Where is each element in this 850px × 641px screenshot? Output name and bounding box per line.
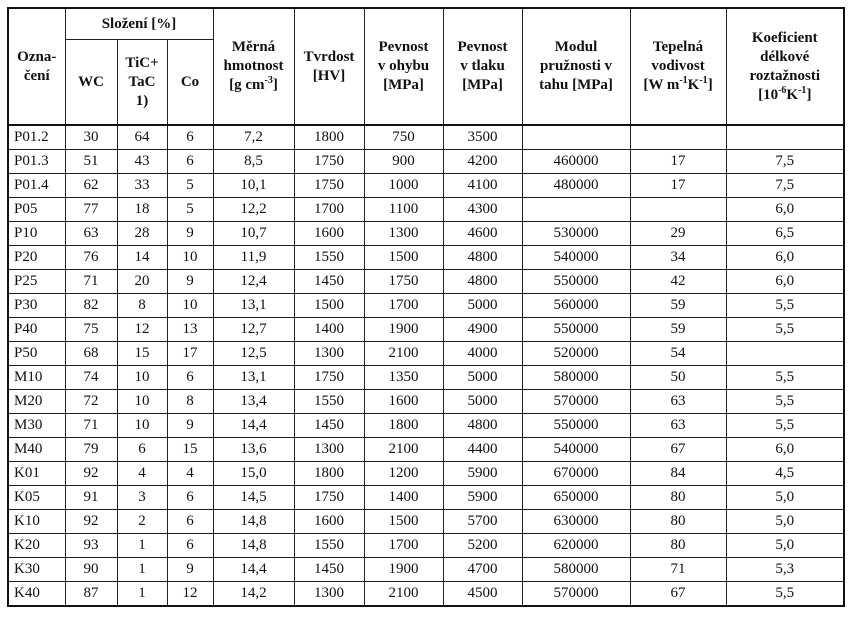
- cell-tic-tac: 10: [117, 414, 167, 438]
- cell-density: 14,2: [213, 582, 294, 607]
- cell-compressive-strength: 5000: [443, 390, 522, 414]
- cell-modulus: 540000: [522, 438, 630, 462]
- cell-hardness: 1550: [294, 534, 364, 558]
- cell-co: 9: [167, 270, 213, 294]
- cell-code: M30: [8, 414, 65, 438]
- table-container: [7, 7, 843, 607]
- unit-text: [W m: [643, 77, 680, 93]
- cell-modulus: 540000: [522, 246, 630, 270]
- cell-co: 6: [167, 150, 213, 174]
- cell-flexural-strength: 2100: [364, 342, 443, 366]
- cell-hardness: 1600: [294, 510, 364, 534]
- cell-code: M20: [8, 390, 65, 414]
- cell-co: 15: [167, 438, 213, 462]
- cell-hardness: 1300: [294, 342, 364, 366]
- cell-compressive-strength: 4000: [443, 342, 522, 366]
- cell-density: 7,2: [213, 125, 294, 150]
- cell-wc: 82: [65, 294, 117, 318]
- cell-flexural-strength: 1700: [364, 294, 443, 318]
- cell-modulus: 550000: [522, 318, 630, 342]
- cell-wc: 71: [65, 270, 117, 294]
- header-tic-tac: [117, 40, 167, 126]
- cell-modulus: 550000: [522, 414, 630, 438]
- cell-density: 12,7: [213, 318, 294, 342]
- header-hardness-unit: [HV]: [312, 67, 346, 84]
- cell-thermal-conductivity: 29: [630, 222, 726, 246]
- cell-flexural-strength: 1300: [364, 222, 443, 246]
- header-thermal-expansion: [726, 8, 844, 125]
- cell-code: P25: [8, 270, 65, 294]
- cell-thermal-conductivity: 50: [630, 366, 726, 390]
- cell-code: P05: [8, 198, 65, 222]
- cell-thermal-conductivity: 59: [630, 318, 726, 342]
- cell-code: P20: [8, 246, 65, 270]
- cell-density: 10,1: [213, 174, 294, 198]
- header-hardness-line1: Tvrdost: [303, 48, 355, 65]
- cell-compressive-strength: 4400: [443, 438, 522, 462]
- cell-density: 12,2: [213, 198, 294, 222]
- cell-code: P50: [8, 342, 65, 366]
- table-row: [8, 414, 844, 438]
- cell-modulus: 580000: [522, 366, 630, 390]
- cell-code: K10: [8, 510, 65, 534]
- cell-co: 4: [167, 462, 213, 486]
- cell-thermal-expansion: 5,5: [726, 414, 844, 438]
- header-flexural-strength: [364, 8, 443, 125]
- header-comp-line1: Pevnost: [457, 39, 508, 55]
- cell-thermal-expansion: 5,0: [726, 486, 844, 510]
- header-modulus: [522, 8, 630, 125]
- cell-code: M40: [8, 438, 65, 462]
- cell-tic-tac: 10: [117, 390, 167, 414]
- cell-thermal-conductivity: 17: [630, 150, 726, 174]
- cell-hardness: 1550: [294, 246, 364, 270]
- unit-sup: -1: [798, 84, 807, 96]
- cell-compressive-strength: 4200: [443, 150, 522, 174]
- cell-thermal-conductivity: 42: [630, 270, 726, 294]
- cell-thermal-expansion: [726, 342, 844, 366]
- cell-co: 9: [167, 222, 213, 246]
- cell-thermal-conductivity: 67: [630, 438, 726, 462]
- cell-thermal-conductivity: 71: [630, 558, 726, 582]
- cell-wc: 51: [65, 150, 117, 174]
- cell-density: 13,4: [213, 390, 294, 414]
- header-code: [8, 8, 65, 125]
- cell-density: 12,5: [213, 342, 294, 366]
- cell-tic-tac: 20: [117, 270, 167, 294]
- header-expansion-line1: Koeficient: [751, 29, 818, 46]
- table-header: [8, 8, 844, 125]
- cell-hardness: 1750: [294, 174, 364, 198]
- table-row: [8, 174, 844, 198]
- cell-thermal-expansion: 5,5: [726, 366, 844, 390]
- cell-thermal-expansion: 6,0: [726, 270, 844, 294]
- header-thermal-line1: Tepelná: [652, 39, 704, 55]
- header-wc: WC: [65, 40, 117, 126]
- cell-tic-tac: 2: [117, 510, 167, 534]
- cell-wc: 77: [65, 198, 117, 222]
- cell-tic-tac: 10: [117, 366, 167, 390]
- cell-co: 5: [167, 198, 213, 222]
- cell-thermal-conductivity: 17: [630, 174, 726, 198]
- cell-hardness: 1300: [294, 438, 364, 462]
- cell-compressive-strength: 4600: [443, 222, 522, 246]
- header-expansion-unit: [727, 86, 844, 105]
- cell-co: 6: [167, 125, 213, 150]
- cell-tic-tac: 1: [117, 582, 167, 607]
- cell-modulus: 670000: [522, 462, 630, 486]
- cell-hardness: 1500: [294, 294, 364, 318]
- table-row: [8, 294, 844, 318]
- cell-wc: 75: [65, 318, 117, 342]
- table-row: [8, 150, 844, 174]
- cell-compressive-strength: 4900: [443, 318, 522, 342]
- cell-thermal-expansion: 7,5: [726, 150, 844, 174]
- header-tic-line2: TaC: [128, 73, 156, 90]
- cell-co: 6: [167, 486, 213, 510]
- cell-density: 8,5: [213, 150, 294, 174]
- cell-wc: 76: [65, 246, 117, 270]
- unit-text: K: [786, 86, 799, 103]
- cell-hardness: 1400: [294, 318, 364, 342]
- header-density-line1: Měrná: [231, 39, 276, 55]
- cell-hardness: 1800: [294, 462, 364, 486]
- header-comp-unit: [MPa]: [462, 77, 503, 93]
- table-row: [8, 486, 844, 510]
- cell-thermal-expansion: 6,0: [726, 438, 844, 462]
- unit-text: [g cm: [229, 77, 265, 93]
- unit-sup: -3: [264, 75, 273, 86]
- header-co: Co: [167, 40, 213, 126]
- cell-co: 8: [167, 390, 213, 414]
- header-density-unit: [214, 76, 294, 95]
- cell-modulus: 560000: [522, 294, 630, 318]
- cell-hardness: 1600: [294, 222, 364, 246]
- header-expansion-line3: roztažnosti: [749, 67, 821, 84]
- cell-flexural-strength: 1750: [364, 270, 443, 294]
- cell-code: P01.4: [8, 174, 65, 198]
- cell-thermal-conductivity: 84: [630, 462, 726, 486]
- cell-modulus: 480000: [522, 174, 630, 198]
- cell-tic-tac: 14: [117, 246, 167, 270]
- cell-wc: 91: [65, 486, 117, 510]
- cell-co: 6: [167, 510, 213, 534]
- header-modulus-line2: pružnosti v: [539, 58, 613, 74]
- header-thermal-conductivity: [630, 8, 726, 125]
- cell-wc: 87: [65, 582, 117, 607]
- cell-density: 13,1: [213, 366, 294, 390]
- cell-thermal-expansion: 5,5: [726, 582, 844, 607]
- header-thermal-line2: vodivost: [651, 58, 705, 74]
- table-row: [8, 462, 844, 486]
- header-compressive-strength: [443, 8, 522, 125]
- cell-compressive-strength: 4500: [443, 582, 522, 607]
- header-code-line1: Ozna-: [17, 48, 57, 65]
- cell-tic-tac: 1: [117, 534, 167, 558]
- cell-compressive-strength: 3500: [443, 125, 522, 150]
- table-row: [8, 582, 844, 607]
- cell-modulus: 570000: [522, 582, 630, 607]
- cell-compressive-strength: 5000: [443, 294, 522, 318]
- cell-wc: 90: [65, 558, 117, 582]
- cell-thermal-expansion: [726, 125, 844, 150]
- cell-wc: 92: [65, 462, 117, 486]
- cell-tic-tac: 64: [117, 125, 167, 150]
- cell-thermal-conductivity: 34: [630, 246, 726, 270]
- cell-flexural-strength: 1900: [364, 558, 443, 582]
- cell-thermal-expansion: 5,5: [726, 390, 844, 414]
- cell-compressive-strength: 4300: [443, 198, 522, 222]
- cell-flexural-strength: 1700: [364, 534, 443, 558]
- cell-co: 6: [167, 534, 213, 558]
- cell-tic-tac: 28: [117, 222, 167, 246]
- cell-compressive-strength: 5900: [443, 462, 522, 486]
- header-flex-unit: [MPa]: [383, 77, 424, 93]
- header-flex-line1: Pevnost: [378, 39, 429, 55]
- cell-tic-tac: 43: [117, 150, 167, 174]
- cell-modulus: [522, 125, 630, 150]
- cell-thermal-expansion: 6,0: [726, 246, 844, 270]
- header-hardness: [294, 8, 364, 125]
- cell-code: P01.3: [8, 150, 65, 174]
- cell-density: 11,9: [213, 246, 294, 270]
- table-row: [8, 222, 844, 246]
- cell-density: 10,7: [213, 222, 294, 246]
- unit-sup: -6: [778, 84, 787, 96]
- table-row: [8, 438, 844, 462]
- header-density: [213, 8, 294, 125]
- cell-modulus: 570000: [522, 390, 630, 414]
- cell-modulus: 550000: [522, 270, 630, 294]
- cell-thermal-conductivity: [630, 198, 726, 222]
- cell-compressive-strength: 4700: [443, 558, 522, 582]
- cell-hardness: 1300: [294, 582, 364, 607]
- cell-compressive-strength: 5700: [443, 510, 522, 534]
- cell-hardness: 1450: [294, 558, 364, 582]
- cell-thermal-conductivity: 67: [630, 582, 726, 607]
- table-row: [8, 125, 844, 150]
- cell-co: 13: [167, 318, 213, 342]
- cell-density: 14,5: [213, 486, 294, 510]
- header-modulus-line1: Modul: [554, 39, 598, 55]
- cell-compressive-strength: 5900: [443, 486, 522, 510]
- cell-tic-tac: 4: [117, 462, 167, 486]
- cell-flexural-strength: 900: [364, 150, 443, 174]
- table-row: [8, 318, 844, 342]
- cell-code: K40: [8, 582, 65, 607]
- cell-flexural-strength: 1900: [364, 318, 443, 342]
- cell-code: M10: [8, 366, 65, 390]
- cell-thermal-expansion: 4,5: [726, 462, 844, 486]
- cell-flexural-strength: 2100: [364, 582, 443, 607]
- cell-tic-tac: 1: [117, 558, 167, 582]
- cell-thermal-expansion: 6,0: [726, 198, 844, 222]
- cell-code: P30: [8, 294, 65, 318]
- cell-thermal-conductivity: 80: [630, 486, 726, 510]
- unit-text: ]: [707, 77, 713, 93]
- cell-code: P01.2: [8, 125, 65, 150]
- cell-thermal-conductivity: 80: [630, 510, 726, 534]
- header-comp-line2: v tlaku: [460, 58, 505, 74]
- cell-flexural-strength: 1400: [364, 486, 443, 510]
- cell-flexural-strength: 1500: [364, 510, 443, 534]
- header-flex-line2: v ohybu: [377, 58, 430, 74]
- cell-code: K20: [8, 534, 65, 558]
- table-row: [8, 558, 844, 582]
- cell-hardness: 1450: [294, 414, 364, 438]
- cell-co: 6: [167, 366, 213, 390]
- cell-wc: 92: [65, 510, 117, 534]
- table-row: [8, 246, 844, 270]
- header-modulus-unit: tahu [MPa]: [539, 77, 613, 93]
- cell-flexural-strength: 750: [364, 125, 443, 150]
- cell-co: 10: [167, 246, 213, 270]
- cell-density: 14,4: [213, 558, 294, 582]
- header-expansion-line2: délkové: [760, 48, 810, 65]
- table-row: [8, 270, 844, 294]
- cell-co: 9: [167, 558, 213, 582]
- unit-sup: -1: [679, 75, 688, 86]
- table-row: [8, 342, 844, 366]
- table-row: [8, 534, 844, 558]
- cell-tic-tac: 8: [117, 294, 167, 318]
- cell-co: 17: [167, 342, 213, 366]
- cell-wc: 79: [65, 438, 117, 462]
- cell-tic-tac: 18: [117, 198, 167, 222]
- cell-density: 13,6: [213, 438, 294, 462]
- cell-code: P40: [8, 318, 65, 342]
- cell-thermal-conductivity: 54: [630, 342, 726, 366]
- cell-thermal-expansion: 6,5: [726, 222, 844, 246]
- cell-hardness: 1700: [294, 198, 364, 222]
- cell-compressive-strength: 4800: [443, 246, 522, 270]
- cell-thermal-expansion: 5,5: [726, 318, 844, 342]
- cell-thermal-conductivity: 63: [630, 414, 726, 438]
- header-composition: Složení [%]: [65, 8, 213, 40]
- header-thermal-unit: [631, 76, 726, 95]
- cell-modulus: 580000: [522, 558, 630, 582]
- cell-wc: 74: [65, 366, 117, 390]
- cell-modulus: [522, 198, 630, 222]
- cell-density: 14,8: [213, 534, 294, 558]
- cell-thermal-expansion: 5,0: [726, 510, 844, 534]
- cell-modulus: 630000: [522, 510, 630, 534]
- cell-wc: 63: [65, 222, 117, 246]
- cell-wc: 72: [65, 390, 117, 414]
- cell-wc: 62: [65, 174, 117, 198]
- unit-text: ]: [806, 86, 812, 103]
- cell-hardness: 1750: [294, 486, 364, 510]
- cell-hardness: 1450: [294, 270, 364, 294]
- header-tic-line3: 1): [135, 92, 149, 109]
- cell-wc: 71: [65, 414, 117, 438]
- cell-hardness: 1800: [294, 125, 364, 150]
- cell-code: K05: [8, 486, 65, 510]
- cell-flexural-strength: 1800: [364, 414, 443, 438]
- cell-flexural-strength: 1100: [364, 198, 443, 222]
- cell-density: 14,4: [213, 414, 294, 438]
- cell-density: 14,8: [213, 510, 294, 534]
- cell-modulus: 650000: [522, 486, 630, 510]
- cell-density: 13,1: [213, 294, 294, 318]
- cell-flexural-strength: 1600: [364, 390, 443, 414]
- cell-thermal-expansion: 5,5: [726, 294, 844, 318]
- cell-flexural-strength: 1000: [364, 174, 443, 198]
- unit-text: ]: [272, 77, 278, 93]
- cell-code: K30: [8, 558, 65, 582]
- cell-flexural-strength: 1500: [364, 246, 443, 270]
- cell-modulus: 530000: [522, 222, 630, 246]
- cell-density: 15,0: [213, 462, 294, 486]
- cell-compressive-strength: 5200: [443, 534, 522, 558]
- cell-modulus: 460000: [522, 150, 630, 174]
- cell-tic-tac: 33: [117, 174, 167, 198]
- table-row: [8, 198, 844, 222]
- cell-thermal-conductivity: 80: [630, 534, 726, 558]
- cell-hardness: 1750: [294, 366, 364, 390]
- cell-hardness: 1550: [294, 390, 364, 414]
- cell-wc: 30: [65, 125, 117, 150]
- cell-flexural-strength: 1350: [364, 366, 443, 390]
- cell-thermal-expansion: 7,5: [726, 174, 844, 198]
- cell-thermal-conductivity: 63: [630, 390, 726, 414]
- cell-thermal-expansion: 5,3: [726, 558, 844, 582]
- cell-compressive-strength: 5000: [443, 366, 522, 390]
- cell-tic-tac: 6: [117, 438, 167, 462]
- table-row: [8, 510, 844, 534]
- cell-modulus: 620000: [522, 534, 630, 558]
- table-row: [8, 366, 844, 390]
- cell-compressive-strength: 4800: [443, 414, 522, 438]
- cell-wc: 68: [65, 342, 117, 366]
- cell-flexural-strength: 2100: [364, 438, 443, 462]
- header-tic-line1: TiC+: [125, 54, 159, 71]
- cell-modulus: 520000: [522, 342, 630, 366]
- cell-compressive-strength: 4800: [443, 270, 522, 294]
- cell-co: 5: [167, 174, 213, 198]
- cell-co: 12: [167, 582, 213, 607]
- unit-sup: -1: [699, 75, 708, 86]
- cell-density: 12,4: [213, 270, 294, 294]
- header-density-line2: hmotnost: [223, 58, 284, 74]
- table-body: [8, 125, 844, 606]
- unit-text: K: [687, 77, 700, 93]
- cell-compressive-strength: 4100: [443, 174, 522, 198]
- cell-thermal-conductivity: [630, 125, 726, 150]
- cell-flexural-strength: 1200: [364, 462, 443, 486]
- cell-co: 9: [167, 414, 213, 438]
- cell-tic-tac: 15: [117, 342, 167, 366]
- cell-code: P10: [8, 222, 65, 246]
- cell-tic-tac: 3: [117, 486, 167, 510]
- cell-tic-tac: 12: [117, 318, 167, 342]
- table-row: [8, 390, 844, 414]
- cell-hardness: 1750: [294, 150, 364, 174]
- cell-thermal-conductivity: 59: [630, 294, 726, 318]
- unit-text: [10: [758, 86, 779, 103]
- header-code-line2: čení: [23, 67, 50, 84]
- cell-wc: 93: [65, 534, 117, 558]
- cell-code: K01: [8, 462, 65, 486]
- carbide-properties-table: [7, 7, 845, 607]
- cell-thermal-expansion: 5,0: [726, 534, 844, 558]
- cell-co: 10: [167, 294, 213, 318]
